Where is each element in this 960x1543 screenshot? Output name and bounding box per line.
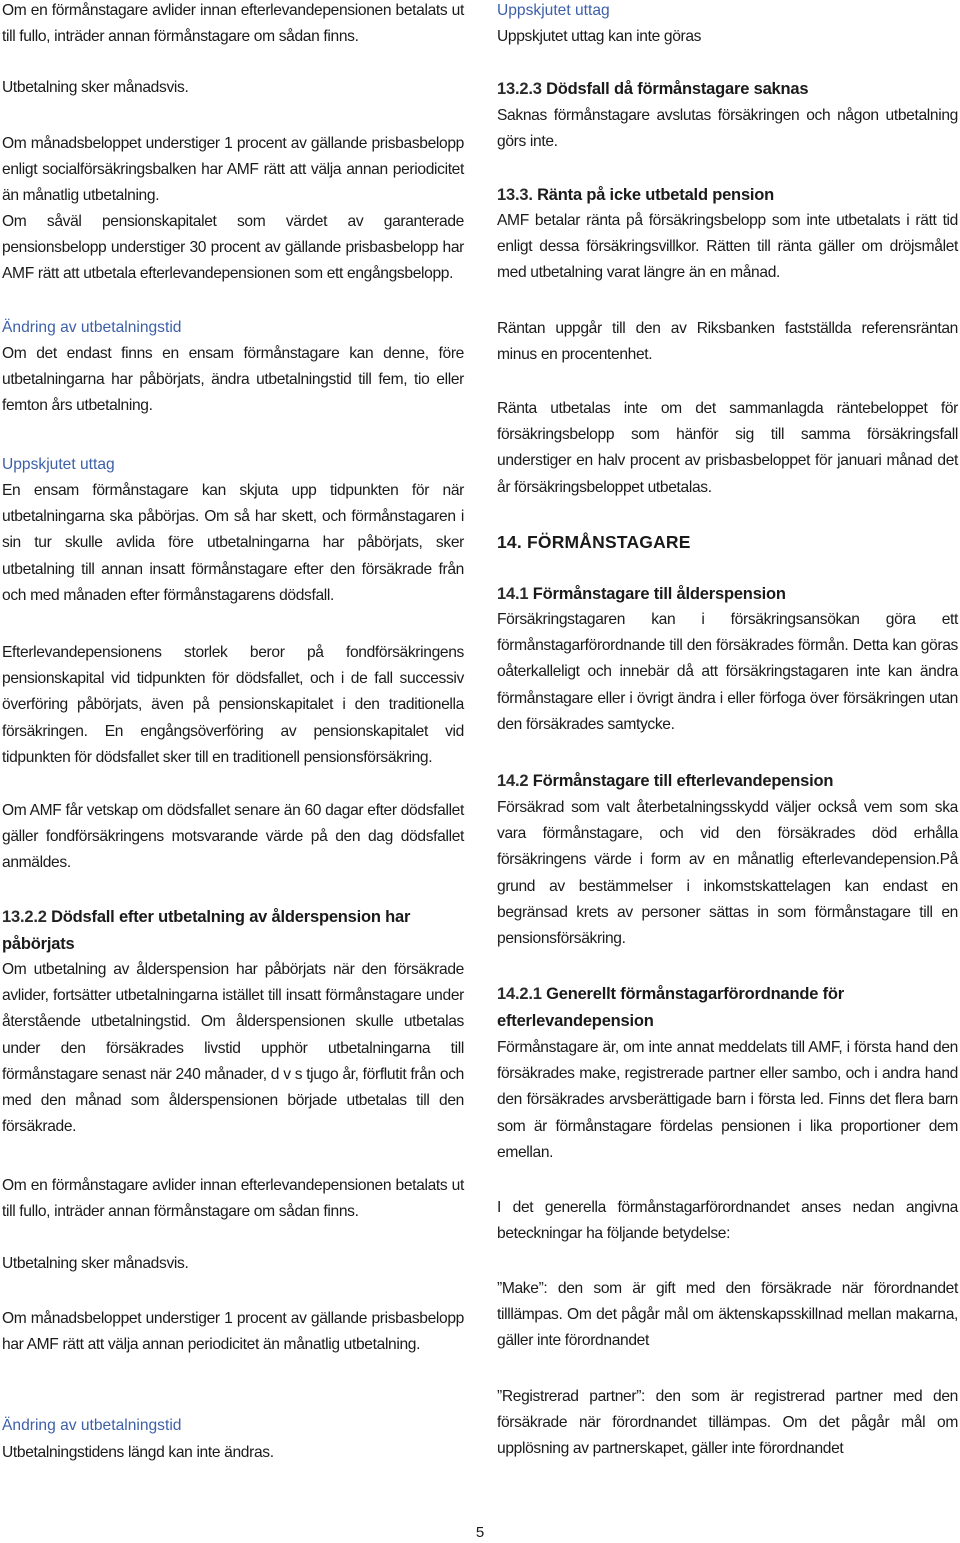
- paragraph: Om det endast finns en ensam förmånstagare kan denne, före utbetalningarna har påbörjats, ändra utbetalningstid till fem, tio eller femton års utbetalning.: [2, 345, 464, 415]
- paragraph: Saknas förmånstagare avslutas försäkringen och någon utbetalning görs inte.: [497, 107, 958, 151]
- paragraph: ”Make”: den som är gift med den försäkrade när förordnandet tilllämpas. Om det pågår mål om äktenskapsskillnad mellan makarna, gäller inte förordnandet: [497, 1280, 958, 1350]
- section-title: Generellt förmånstagarförordnande för efterlevandepension: [497, 985, 844, 1030]
- section-number: 14.1: [497, 585, 529, 603]
- paragraph: Försäkringstagaren kan i försäkringsansökan göra ett förmånstagarförordnande till den försäkrades förmån. Detta kan göras oåterkalleligt och innebär då att försäkringstagaren inte kan ändra förmånstagare eller i övrigt ändra i eller förfoga över försäkringen utan den försäkrades samtycke.: [497, 611, 958, 733]
- chapter-heading-14: 14. FÖRMÅNSTAGARE: [497, 532, 691, 552]
- paragraph: AMF betalar ränta på försäkringsbelopp som inte utbetalats i rätt tid enligt dessa försäkringsvillkor. Rätten till ränta gäller om dröjsmålet med utbetalning varat längre än en månad.: [497, 212, 958, 282]
- paragraph: Om AMF får vetskap om dödsfallet senare än 60 dagar efter dödsfallet gäller fondförsäkringens motsvarande värde på den dag dödsfallet anmäldes.: [2, 802, 464, 872]
- section-title: Förmånstagare till ålderspension: [532, 585, 786, 603]
- paragraph: Om en förmånstagare avlider innan efterlevandepensionen betalats ut till fullo, inträder annan förmånstagare om sådan finns.: [2, 1177, 464, 1221]
- paragraph: Om månadsbeloppet understiger 1 procent av gällande prisbasbelopp har AMF rätt att välja annan periodicitet än månatlig utbetalning.: [2, 1310, 464, 1354]
- paragraph: Förmånstagare är, om inte annat meddelats till AMF, i första hand den försäkrades make, registrerade partner eller sambo, och i andra hand den försäkrades arvsberättigade barn i första led. Finns det flera barn som är förmånstagare fördelas pensionen i lika proportioner dem emellan.: [497, 1039, 958, 1161]
- page-number: 5: [475, 1524, 485, 1541]
- paragraph: Försäkrad som valt återbetalningsskydd väljer också vem som ska vara förmånstagare, och vid den försäkrades död erhålla försäkringens värde i form av en månatlig efterlevandepension.På grund av bestämmelser i inkomstskattelagen kan endast en begränsad krets av personer sättas in som förmånstagare till en pensionsförsäkring.: [497, 799, 958, 948]
- section-title: Dödsfall då förmånstagare saknas: [546, 80, 809, 98]
- section-title: Dödsfall efter utbetalning av ålderspension har påbörjats: [2, 908, 411, 953]
- paragraph: Räntan uppgår till den av Riksbanken fastställda referensräntan minus en procentenhet.: [497, 320, 958, 364]
- section-number: 13.2.2: [2, 908, 47, 926]
- paragraph: Om såväl pensionskapitalet som värdet av garanterade pensionsbelopp understiger 30 procent av gällande prisbasbelopp har AMF rätt att utbetala efterlevandepensionen som ett engångsbelopp.: [2, 213, 464, 283]
- section-heading-14-2-1: [497, 981, 958, 1034]
- subheading-uppskjutet-uttag: Uppskjutet uttag: [497, 2, 610, 19]
- paragraph: I det generella förmånstagarförordnandet anses nedan angivna beteckningar ha följande betydelse:: [497, 1199, 958, 1243]
- paragraph: Ränta utbetalas inte om det sammanlagda räntebeloppet för försäkringsbelopp som hänför sig till samma försäkringsfall understiger en halv procent av prisbasbeloppet för januari månad det år försäkringsbeloppet utbetalas.: [497, 400, 958, 496]
- paragraph: Uppskjutet uttag kan inte göras: [497, 28, 702, 45]
- section-number: 14.2.1: [497, 985, 542, 1003]
- paragraph: Efterlevandepensionens storlek beror på fondförsäkringens pensionskapital vid tidpunkten för dödsfallet, och i de fall successiv överföring påbörjats, även på pensionskapitalet i den traditionella försäkringen. En engångsöverföring av pensionskapitalet vid tidpunkten för dödsfallet sker till en traditionell pensionsförsäkring.: [2, 644, 464, 766]
- section-heading-14-2: [497, 768, 958, 795]
- subheading-andring-utbetalningstid: Ändring av utbetalningstid: [2, 1417, 182, 1434]
- section-heading-14-1: [497, 581, 958, 608]
- section-number: 13.3.: [497, 186, 533, 204]
- paragraph: Om utbetalning av ålderspension har påbörjats när den försäkrade avlider, fortsätter utbetalningarna istället till insatt förmånstagare under återstående utbetalningstid. Om ålderspensionen skulle utbetalas under den försäkrades livstid upphör utbetalningarna till förmånstagare senast när 240 månader, d v s tjugo år, förflutit från och med den månad som ålderspensionen började utbetalas till den försäkrade.: [2, 961, 464, 1136]
- section-heading-13-2-2: [2, 904, 464, 957]
- subheading-andring-utbetalningstid: Ändring av utbetalningstid: [2, 319, 182, 336]
- paragraph: En ensam förmånstagare kan skjuta upp tidpunkten för när utbetalningarna ska påbörjas. Om så har skett, och förmånstagaren i sin tur skulle avlida före utbetalningarna har påbörjats, sker utbetalning till annan insatt förmånstagare efter den försäkrade från och med månaden efter förmånstagarens dödsfall.: [2, 482, 464, 604]
- paragraph: ”Registrerad partner”: den som är registrerad partner med den försäkrade när förordnandet tillämpas. Om det pågår mål om upplösning av partnerskapet, gäller inte förordnandet: [497, 1388, 958, 1458]
- section-heading-13-2-3: [497, 76, 958, 103]
- subheading-uppskjutet-uttag: Uppskjutet uttag: [2, 456, 115, 473]
- paragraph: Utbetalning sker månadsvis.: [2, 79, 189, 96]
- section-title: Förmånstagare till efterlevandepension: [532, 772, 834, 790]
- section-number: 13.2.3: [497, 80, 542, 98]
- paragraph: Om månadsbeloppet understiger 1 procent av gällande prisbasbelopp enligt socialförsäkringsbalken har AMF rätt att välja annan periodicitet än månatlig utbetalning.: [2, 135, 464, 205]
- section-title: Ränta på icke utbetald pension: [537, 186, 775, 204]
- section-number: 14.2: [497, 772, 529, 790]
- paragraph: Utbetalningstidens längd kan inte ändras.: [2, 1444, 274, 1461]
- section-heading-13-3: [497, 182, 958, 209]
- paragraph: Om en förmånstagare avlider innan efterlevandepensionen betalats ut till fullo, inträder annan förmånstagare om sådan finns.: [2, 2, 464, 46]
- paragraph: Utbetalning sker månadsvis.: [2, 1255, 189, 1272]
